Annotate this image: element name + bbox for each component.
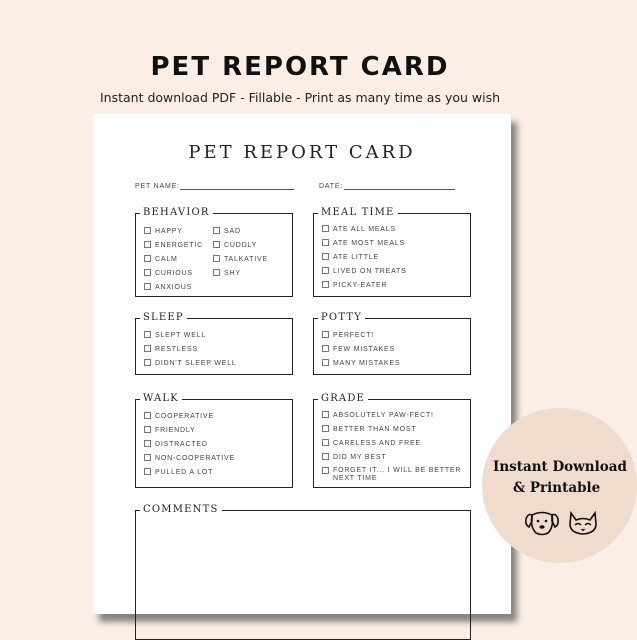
pet-name-label: PET NAME:: [135, 183, 180, 190]
behavior-section: [135, 207, 293, 297]
checkbox-item[interactable]: ENERGETIC: [144, 241, 203, 250]
checkbox[interactable]: [144, 468, 151, 475]
report-card-sheet: [93, 114, 511, 614]
comments-title: COMMENTS: [140, 504, 222, 516]
checkbox[interactable]: [144, 283, 151, 290]
checkbox-item[interactable]: ATE MOST MEALS: [322, 239, 405, 248]
walk-section: [135, 393, 293, 488]
checkbox-item[interactable]: FRIENDLY: [144, 426, 196, 435]
checkbox-item[interactable]: RESTLESS: [144, 345, 198, 354]
checkbox[interactable]: [322, 253, 329, 260]
grade-section: [313, 393, 471, 488]
checkbox[interactable]: [322, 439, 329, 446]
checkbox[interactable]: [144, 412, 151, 419]
checkbox-item[interactable]: FEW MISTAKES: [322, 345, 395, 354]
comments-section[interactable]: [135, 504, 471, 640]
checkbox[interactable]: [144, 269, 151, 276]
checkbox-item[interactable]: CARELESS AND FREE: [322, 439, 421, 448]
checkbox-item[interactable]: ANXIOUS: [144, 283, 192, 292]
checkbox-item[interactable]: BETTER THAN MOST: [322, 425, 416, 434]
checkbox[interactable]: [213, 269, 220, 276]
checkbox-item[interactable]: DISTRACTED: [144, 440, 208, 449]
badge-line-2: & Printable: [513, 480, 601, 496]
meal-time-title: MEAL TIME: [318, 207, 398, 219]
checkbox-item[interactable]: NON-COOPERATIVE: [144, 454, 235, 463]
checkbox-item[interactable]: FORGET IT... I WILL BE BETTER NEXT TIME: [322, 467, 472, 483]
checkbox[interactable]: [144, 241, 151, 248]
checkbox-item[interactable]: SAD: [213, 227, 241, 236]
date-label: DATE:: [319, 183, 344, 190]
page-subtitle: Instant download PDF - Fillable - Print as many time as you wish: [99, 90, 501, 105]
checkbox-item[interactable]: CALM: [144, 255, 178, 264]
checkbox[interactable]: [144, 345, 151, 352]
instant-download-badge: [482, 408, 637, 563]
checkbox[interactable]: [322, 225, 329, 232]
checkbox[interactable]: [213, 241, 220, 248]
checkbox-item[interactable]: PICKY-EATER: [322, 281, 387, 290]
checkbox-item[interactable]: COOPERATIVE: [144, 412, 214, 421]
checkbox-item[interactable]: MANY MISTAKES: [322, 359, 400, 368]
checkbox-item[interactable]: DIDN'T SLEEP WELL: [144, 359, 237, 368]
checkbox[interactable]: [144, 426, 151, 433]
checkbox-item[interactable]: PERFECT!: [322, 331, 374, 340]
sheet-title: PET REPORT CARD: [188, 142, 416, 163]
sleep-section: [135, 312, 293, 375]
checkbox-item[interactable]: TALKATIVE: [213, 255, 268, 264]
checkbox[interactable]: [322, 345, 329, 352]
page-title: PET REPORT CARD: [150, 52, 450, 82]
date-field[interactable]: [344, 189, 455, 190]
checkbox-item[interactable]: LIVED ON TREATS: [322, 267, 407, 276]
checkbox-item[interactable]: ABSOLUTELY PAW-FECT!: [322, 411, 434, 420]
checkbox[interactable]: [322, 467, 329, 474]
behavior-title: BEHAVIOR: [140, 207, 213, 219]
checkbox[interactable]: [322, 331, 329, 338]
checkbox-item[interactable]: CUDDLY: [213, 241, 257, 250]
checkbox[interactable]: [213, 227, 220, 234]
checkbox[interactable]: [213, 255, 220, 262]
potty-title: POTTY: [318, 312, 365, 324]
dog-face-icon: [524, 507, 560, 537]
sleep-title: SLEEP: [140, 312, 187, 324]
checkbox-item[interactable]: PULLED A LOT: [144, 468, 213, 477]
checkbox[interactable]: [322, 267, 329, 274]
grade-title: GRADE: [318, 393, 368, 405]
checkbox[interactable]: [322, 411, 329, 418]
checkbox[interactable]: [322, 281, 329, 288]
checkbox-item[interactable]: ATE ALL MEALS: [322, 225, 396, 234]
checkbox-item[interactable]: HAPPY: [144, 227, 183, 236]
potty-section: [313, 312, 471, 375]
checkbox[interactable]: [322, 425, 329, 432]
walk-title: WALK: [140, 393, 182, 405]
checkbox-item[interactable]: DID MY BEST: [322, 453, 386, 462]
checkbox[interactable]: [144, 359, 151, 366]
checkbox-item[interactable]: ATE LITTLE: [322, 253, 379, 262]
meal-time-section: [313, 207, 471, 297]
checkbox[interactable]: [322, 239, 329, 246]
checkbox[interactable]: [144, 454, 151, 461]
cat-face-icon: [566, 509, 600, 537]
checkbox-item[interactable]: CURIOUS: [144, 269, 193, 278]
checkbox[interactable]: [144, 227, 151, 234]
checkbox[interactable]: [144, 331, 151, 338]
pet-name-field[interactable]: [180, 189, 294, 190]
checkbox[interactable]: [144, 255, 151, 262]
checkbox-item[interactable]: SLEPT WELL: [144, 331, 206, 340]
badge-line-1: Instant Download: [493, 459, 627, 475]
checkbox[interactable]: [144, 440, 151, 447]
checkbox[interactable]: [322, 453, 329, 460]
checkbox-item[interactable]: SHY: [213, 269, 241, 278]
checkbox[interactable]: [322, 359, 329, 366]
